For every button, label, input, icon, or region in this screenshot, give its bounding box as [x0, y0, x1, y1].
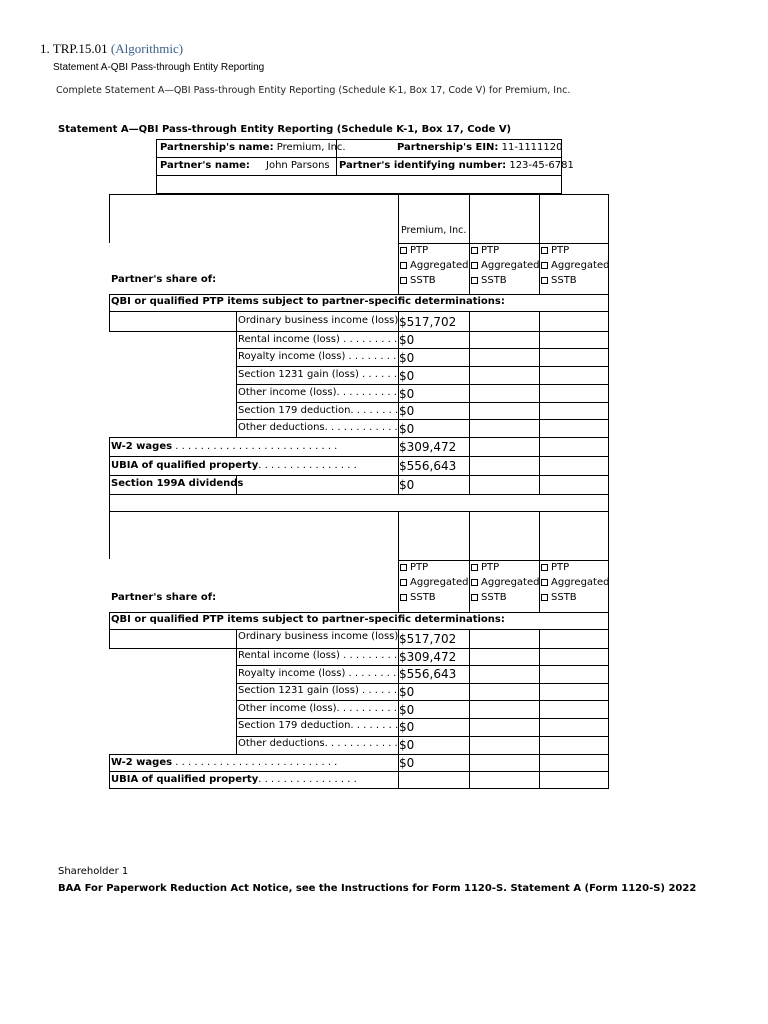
section-199a-value[interactable]: $0	[399, 478, 415, 492]
checkbox-icon[interactable]	[471, 564, 478, 571]
checkbox-icon[interactable]	[400, 564, 407, 571]
question-subtitle: Statement A-QBI Pass-through Entity Reporting	[53, 62, 265, 73]
aggregated-checkbox[interactable]: Aggregated	[400, 575, 468, 590]
partnership-name-label: Partnership's name:	[160, 142, 274, 153]
item-value[interactable]: $517,702	[399, 632, 457, 646]
checkbox-icon[interactable]	[541, 277, 548, 284]
item-label: Rental income (loss) . . . . . . . . .	[238, 650, 398, 661]
item-value[interactable]: $0	[399, 422, 415, 436]
section-199a-label: Section 199A dividends	[111, 478, 244, 489]
item-label: Section 179 deduction. . . . . . . .	[238, 720, 399, 731]
checkbox-icon[interactable]	[471, 262, 478, 269]
partnership-ein-value: 11-1111120	[501, 142, 563, 153]
question-type: (Algorithmic)	[110, 41, 184, 56]
item-label: Royalty income (loss) . . . . . . . .	[238, 668, 397, 679]
ubia-value[interactable]: $556,643	[399, 459, 457, 473]
item-label: Other income (loss). . . . . . . . . .	[238, 387, 397, 398]
checkbox-icon[interactable]	[400, 277, 407, 284]
checkbox-icon[interactable]	[400, 262, 407, 269]
checkbox-icon[interactable]	[541, 579, 548, 586]
baa-notice: BAA For Paperwork Reduction Act Notice, see the Instructions for Form 1120-S. Statement A (Form 1120-S) 2022	[58, 883, 697, 894]
partner-share-label: Partner's share of:	[111, 592, 217, 603]
ptp-checkbox[interactable]: PTP	[541, 560, 569, 575]
checkbox-icon[interactable]	[471, 579, 478, 586]
checkbox-icon[interactable]	[541, 564, 548, 571]
item-label: Ordinary business income (loss)	[238, 631, 399, 642]
item-label: Section 1231 gain (loss) . . . . . .	[238, 685, 397, 696]
ptp-checkbox[interactable]: PTP	[471, 560, 499, 575]
sstb-checkbox[interactable]: SSTB	[541, 590, 577, 605]
aggregated-checkbox[interactable]: Aggregated	[471, 575, 539, 590]
item-label: Other deductions. . . . . . . . . . . .	[238, 738, 398, 749]
checkbox-icon[interactable]	[400, 594, 407, 601]
item-value[interactable]: $0	[399, 387, 415, 401]
item-label: Royalty income (loss) . . . . . . . .	[238, 351, 397, 362]
w2-wages-label: W-2 wages . . . . . . . . . . . . . . . . . . . . . . . . . .	[111, 441, 338, 452]
item-label: Ordinary business income (loss)	[238, 315, 399, 326]
w2-wages-value[interactable]: $0	[399, 756, 415, 770]
item-label: Rental income (loss) . . . . . . . . .	[238, 334, 398, 345]
ptp-checkbox[interactable]: PTP	[400, 560, 428, 575]
checkbox-icon[interactable]	[471, 277, 478, 284]
checkbox-icon[interactable]	[541, 594, 548, 601]
partnership-name-field	[160, 141, 346, 155]
item-label: Section 1231 gain (loss) . . . . . .	[238, 369, 397, 380]
partner-name-label: Partner's name:	[160, 160, 250, 171]
item-value[interactable]: $309,472	[399, 650, 457, 664]
instruction-text: Complete Statement A—QBI Pass-through Entity Reporting (Schedule K-1, Box 17, Code V) for Premium, Inc.	[56, 85, 571, 96]
partnership-ein-label: Partnership's EIN:	[397, 142, 499, 153]
ptp-checkbox[interactable]: PTP	[471, 243, 499, 258]
w2-wages-value[interactable]: $309,472	[399, 440, 457, 454]
sstb-checkbox[interactable]: SSTB	[400, 590, 436, 605]
partner-id-value: 123-45-6781	[509, 160, 574, 171]
item-value[interactable]: $0	[399, 404, 415, 418]
item-value[interactable]: $556,643	[399, 667, 457, 681]
item-label: Section 179 deduction. . . . . . . .	[238, 405, 399, 416]
item-value[interactable]: $0	[399, 703, 415, 717]
qbi-heading: QBI or qualified PTP items subject to partner-specific determinations:	[111, 296, 505, 307]
ubia-label: UBIA of qualified property. . . . . . . . . . . . . . . .	[111, 460, 357, 471]
item-value[interactable]: $0	[399, 738, 415, 752]
checkbox-icon[interactable]	[400, 579, 407, 586]
item-value[interactable]: $0	[399, 720, 415, 734]
qbi-heading: QBI or qualified PTP items subject to partner-specific determinations:	[111, 614, 505, 625]
aggregated-checkbox[interactable]: Aggregated	[400, 258, 468, 273]
checkbox-icon[interactable]	[400, 247, 407, 254]
checkbox-icon[interactable]	[471, 247, 478, 254]
item-label: Other income (loss). . . . . . . . . .	[238, 703, 397, 714]
question-heading	[40, 41, 183, 57]
aggregated-checkbox[interactable]: Aggregated	[541, 575, 609, 590]
question-number: 1. TRP.15.01	[40, 41, 108, 56]
item-value[interactable]: $0	[399, 685, 415, 699]
partner-id-field	[339, 159, 574, 173]
item-value[interactable]: $0	[399, 351, 415, 365]
statement-title: Statement A—QBI Pass-through Entity Reporting (Schedule K-1, Box 17, Code V)	[58, 124, 512, 135]
aggregated-checkbox[interactable]: Aggregated	[541, 258, 609, 273]
shareholder-label: Shareholder 1	[58, 866, 129, 877]
aggregated-checkbox[interactable]: Aggregated	[471, 258, 539, 273]
sstb-checkbox[interactable]: SSTB	[541, 273, 577, 288]
item-value[interactable]: $0	[399, 333, 415, 347]
ptp-checkbox[interactable]: PTP	[400, 243, 428, 258]
w2-wages-label: W-2 wages . . . . . . . . . . . . . . . . . . . . . . . . . .	[111, 757, 338, 768]
ptp-checkbox[interactable]: PTP	[541, 243, 569, 258]
checkbox-icon[interactable]	[541, 262, 548, 269]
item-value[interactable]: $517,702	[399, 315, 457, 329]
ubia-label: UBIA of qualified property. . . . . . . . . . . . . . . .	[111, 774, 357, 785]
item-label: Other deductions. . . . . . . . . . . .	[238, 422, 398, 433]
checkbox-icon[interactable]	[541, 247, 548, 254]
entity-name: Premium, Inc.	[401, 225, 467, 236]
item-value[interactable]: $0	[399, 369, 415, 383]
partner-id-label: Partner's identifying number:	[339, 160, 507, 171]
checkbox-icon[interactable]	[471, 594, 478, 601]
partnership-name-value: Premium, Inc.	[276, 142, 346, 153]
partner-share-label: Partner's share of:	[111, 274, 217, 285]
partnership-ein-field	[397, 141, 563, 155]
sstb-checkbox[interactable]: SSTB	[471, 590, 507, 605]
blank-info-row	[156, 175, 562, 194]
sstb-checkbox[interactable]: SSTB	[471, 273, 507, 288]
partner-name-value: John Parsons	[266, 160, 330, 171]
sstb-checkbox[interactable]: SSTB	[400, 273, 436, 288]
